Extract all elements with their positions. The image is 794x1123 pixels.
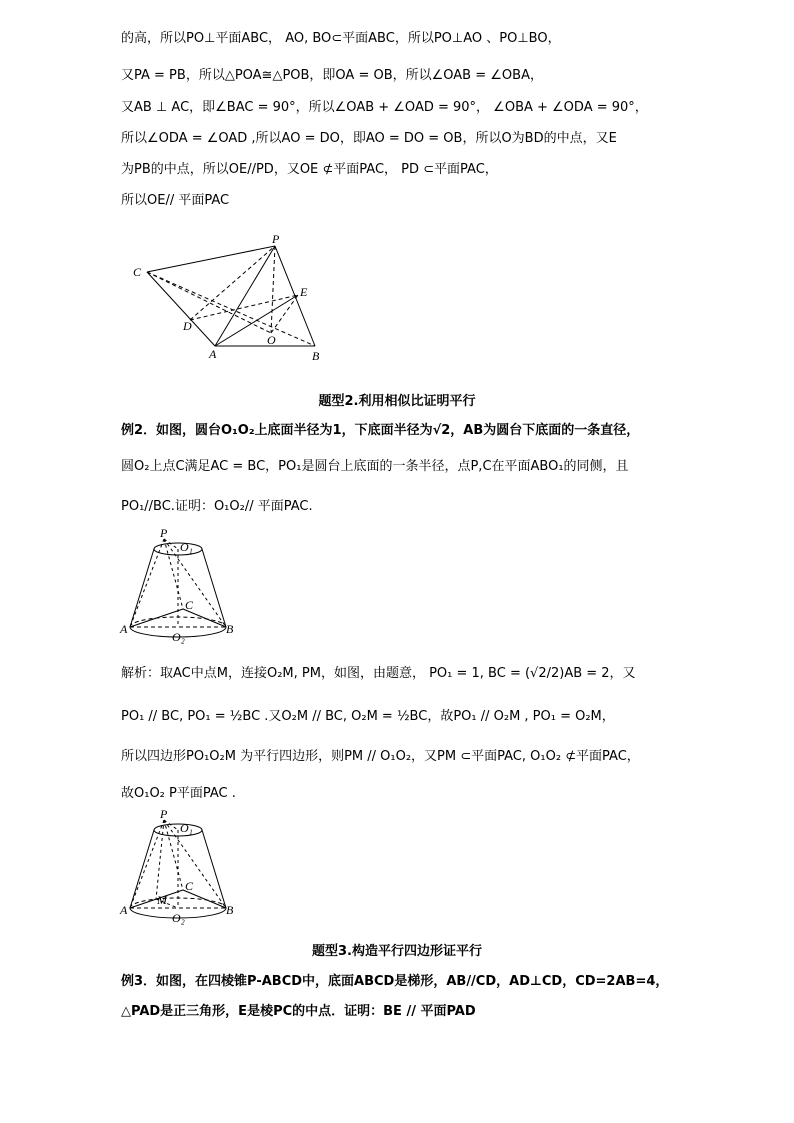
example-line: 例3．如图，在四棱锥P-ABCD中，底面ABCD是梯形，AB//CD，AD⊥CD，CD=2AB=4，: [121, 974, 669, 989]
solution-line: PO₁ // BC, PO₁ = ½BC .又O₂M // BC, O₂M = ½BC，故PO₁ // O₂M , PO₁ = O₂M，: [121, 709, 615, 724]
vertex-label-e: E: [300, 285, 308, 299]
proof-line: 又PA = PB，所以△POA≅△POB，即OA = OB，所以∠OAB = ∠OBA，: [121, 68, 543, 83]
point-label-c: C: [185, 879, 194, 893]
point-label-a: A: [120, 903, 128, 917]
proof-line: 又AB ⊥ AC，即∠BAC = 90°，所以∠OAB + ∠OAD = 90°， ∠OBA + ∠ODA = 90°，: [121, 100, 648, 115]
example-line: 圆O₂上点C满足AC = BC，PO₁是圆台上底面的一条半径，点P,C在平面ABO₁的同侧，且: [121, 459, 629, 474]
vertex-label-c: C: [133, 265, 142, 279]
vertex-label-o: O: [267, 333, 276, 347]
vertex-label-d: D: [183, 319, 192, 333]
point-label-c: C: [185, 598, 194, 612]
pyramid-figure: [125, 230, 335, 365]
vertex-label-a: A: [209, 347, 217, 361]
point-label-o2: O₂: [172, 911, 185, 925]
proof-line: 的高，所以PO⊥平面ABC， AO, BO⊂平面ABC，所以PO⊥AO 、PO⊥BO，: [121, 31, 561, 46]
section-heading: 题型3.构造平行四边形证平行: [312, 944, 482, 959]
example-line: 例2．如图，圆台O₁O₂上底面半径为1，下底面半径为√2，AB为圆台下底面的一条直径，: [121, 423, 640, 438]
vertex-label-p: P: [272, 232, 280, 246]
point-label-p: P: [160, 527, 168, 540]
point-label-o1: O₁: [180, 540, 193, 554]
solution-line: 所以四边形PO₁O₂M 为平行四边形，则PM // O₁O₂，又PM ⊂平面PAC, O₁O₂ ⊄平面PAC，: [121, 749, 640, 764]
vertex-label-b: B: [312, 349, 320, 363]
solution-line: 故O₁O₂ P平面PAC .: [121, 786, 236, 801]
proof-line: 所以OE// 平面PAC: [121, 193, 230, 208]
point-label-p: P: [160, 808, 168, 821]
proof-line: 为PB的中点，所以OE//PD，又OE ⊄平面PAC， PD ⊂平面PAC，: [121, 162, 498, 177]
solution-line: 解析：取AC中点M，连接O₂M, PM，如图，由题意， PO₁ = 1, BC = (√2/2)AB = 2，又: [121, 666, 636, 681]
example-line: △PAD是正三角形，E是棱PC的中点．证明：BE // 平面PAD: [121, 1004, 476, 1019]
frustum-figure-with-m: [118, 808, 238, 928]
point-label-o1: O₁: [180, 821, 193, 835]
frustum-figure: [118, 527, 238, 647]
point-label-b: B: [226, 903, 234, 917]
point-label-m: M: [157, 893, 167, 907]
proof-line: 所以∠ODA = ∠OAD ,所以AO = DO，即AO = DO = OB，所以O为BD的中点，又E: [121, 131, 617, 146]
point-label-a: A: [120, 622, 128, 636]
point-label-o2: O₂: [172, 630, 185, 644]
point-label-b: B: [226, 622, 234, 636]
section-heading: 题型2.利用相似比证明平行: [318, 394, 476, 409]
example-line: PO₁//BC.证明：O₁O₂// 平面PAC.: [121, 499, 313, 514]
